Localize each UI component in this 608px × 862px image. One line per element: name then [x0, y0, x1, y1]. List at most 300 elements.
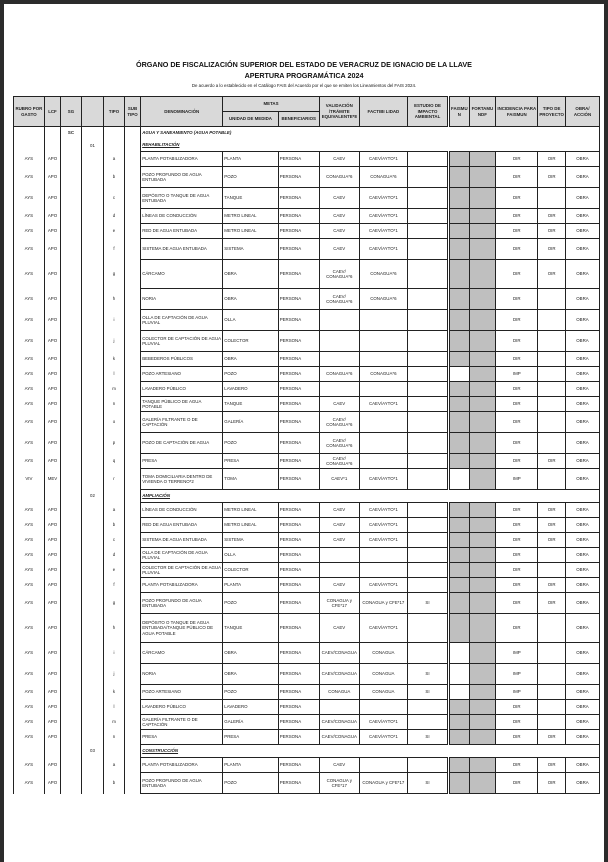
cell-fortamun — [469, 310, 496, 331]
cell-beneficiarios: PERSONA — [278, 643, 319, 664]
cell-unidad: METRO LINEAL — [223, 224, 278, 239]
cell-validacion — [319, 563, 359, 578]
cell-fortamun — [469, 289, 496, 310]
cell-blank — [124, 454, 140, 469]
cell-unidad: PLANTA — [223, 758, 278, 773]
cell-faismun — [449, 289, 470, 310]
cell-obra: OBRA — [565, 310, 599, 331]
cell-validacion: CAEV — [319, 397, 359, 412]
cell-factibilidad — [359, 310, 407, 331]
cell-denominacion: CÁRCAMO — [141, 643, 223, 664]
cell-faismun — [449, 209, 470, 224]
header-subtipo: SUB TIPO — [124, 97, 140, 127]
cell-validacion: CAEV*1 — [319, 469, 359, 490]
cell-unidad: PLANTA — [223, 578, 278, 593]
cell-estudio — [407, 352, 448, 367]
cell-validacion: CONAGUA y CFE*17 — [319, 593, 359, 614]
cell-denominacion: GALERÍA FILTRANTE O DE CAPTACIÓN — [141, 412, 223, 433]
cell-rubro: AYS — [14, 685, 45, 700]
cell-factibilidad — [359, 548, 407, 563]
cell-validacion — [319, 331, 359, 352]
cell-blank — [124, 490, 140, 503]
cell-denominacion: NORIA — [141, 289, 223, 310]
cell-beneficiarios: PERSONA — [278, 715, 319, 730]
cell-rubro: AYS — [14, 563, 45, 578]
table-row — [14, 730, 600, 745]
cell-subtipo: a — [104, 758, 125, 773]
cell-estudio — [407, 331, 448, 352]
cell-rubro: AYS — [14, 239, 45, 260]
cell-rubro: AYS — [14, 331, 45, 352]
header-sg: SG — [61, 97, 82, 127]
cell-beneficiarios: PERSONA — [278, 563, 319, 578]
cell-blank — [124, 578, 140, 593]
cell-subtipo: l — [104, 367, 125, 382]
cell-blank — [14, 139, 45, 152]
header-rubro: RUBRO POR GASTO — [14, 97, 45, 127]
cell-denominacion: RED DE AGUA ENTUBADA — [141, 518, 223, 533]
cell-denominacion: COLECTOR DE CAPTACIÓN DE AGUA PLUVIAL — [141, 331, 223, 352]
header-incidencia: INCIDENCIA PARA FAISMUN — [496, 97, 538, 127]
cell-blank — [124, 730, 140, 745]
cell-sg — [61, 433, 82, 454]
cell-factibilidad: CAEV/AYTO*1 — [359, 188, 407, 209]
cell-sg — [61, 454, 82, 469]
cell-sg — [61, 310, 82, 331]
cell-incidencia: DIR — [496, 578, 538, 593]
cell-beneficiarios: PERSONA — [278, 578, 319, 593]
cell-incidencia: DIR — [496, 352, 538, 367]
cell-obra: OBRA — [565, 730, 599, 745]
cell-beneficiarios: PERSONA — [278, 167, 319, 188]
cell-blank — [61, 139, 82, 152]
cell-denominacion: PLANTA POTABILIZADORA — [141, 578, 223, 593]
cell-sg — [61, 643, 82, 664]
cell-obra: OBRA — [565, 548, 599, 563]
cell-obra: OBRA — [565, 614, 599, 643]
group-title: CONSTRUCCIÓN — [141, 745, 600, 758]
cell-fortamun — [469, 664, 496, 685]
cell-beneficiarios: PERSONA — [278, 469, 319, 490]
cell-code — [81, 643, 104, 664]
cell-blank — [124, 367, 140, 382]
cell-sg — [61, 469, 82, 490]
cell-blank — [124, 433, 140, 454]
cell-sg — [61, 352, 82, 367]
cell-blank — [124, 685, 140, 700]
cell-denominacion: BEBEDEROS PÚBLICOS — [141, 352, 223, 367]
cell-faismun — [449, 563, 470, 578]
header-validacion: VALIDACIÓN /TRÁMITE EQUIVALENTE*8 — [319, 97, 359, 127]
cell-estudio — [407, 700, 448, 715]
cell-tipo-proyecto: OIR — [538, 224, 566, 239]
cell-unidad: POZO — [223, 433, 278, 454]
group-title: REHABILITACIÓN — [141, 139, 600, 152]
cell-validacion: CAEV/CONAGUA — [319, 643, 359, 664]
cell-denominacion: DEPÓSITO O TANQUE DE AGUA ENTUBADA — [141, 188, 223, 209]
cell-blank — [44, 139, 60, 152]
cell-rubro: AYS — [14, 664, 45, 685]
cell-lcf: MEV — [44, 469, 60, 490]
cell-beneficiarios: PERSONA — [278, 664, 319, 685]
cell-beneficiarios: PERSONA — [278, 503, 319, 518]
group-code: 01 — [81, 139, 104, 152]
cell-code — [81, 593, 104, 614]
cell-validacion: CAEV/CONAGUA — [319, 730, 359, 745]
cell-tipo-proyecto — [538, 715, 566, 730]
cell-lcf: APO — [44, 715, 60, 730]
cell-rubro: AYS — [14, 310, 45, 331]
table-row — [14, 289, 600, 310]
header-beneficiarios: BENEFICIARIOS — [278, 112, 319, 127]
cell-obra: OBRA — [565, 433, 599, 454]
cell-faismun — [449, 548, 470, 563]
cell-tipo-proyecto — [538, 382, 566, 397]
cell-blank — [104, 127, 125, 140]
cell-unidad: LAVADERO — [223, 382, 278, 397]
cell-estudio — [407, 382, 448, 397]
cell-estudio — [407, 758, 448, 773]
cell-incidencia: DIR — [496, 152, 538, 167]
cell-incidencia: DIR — [496, 715, 538, 730]
cell-rubro: AYS — [14, 260, 45, 289]
cell-validacion: CAEV/ CONAGUA*6 — [319, 433, 359, 454]
table-row — [14, 563, 600, 578]
cell-denominacion: LAVADERO PÚBLICO — [141, 700, 223, 715]
cell-code — [81, 239, 104, 260]
cell-unidad: PRESA — [223, 730, 278, 745]
cell-code — [81, 518, 104, 533]
cell-factibilidad: CAEV/AYTO*1 — [359, 239, 407, 260]
cell-faismun — [449, 518, 470, 533]
cell-incidencia: DIR — [496, 563, 538, 578]
cell-incidencia: IMP — [496, 643, 538, 664]
cell-tipo-proyecto: OIR — [538, 593, 566, 614]
cell-blank — [124, 397, 140, 412]
cell-lcf: APO — [44, 578, 60, 593]
cell-incidencia: DIR — [496, 548, 538, 563]
header-blank — [81, 97, 104, 127]
cell-blank — [124, 209, 140, 224]
cell-beneficiarios: PERSONA — [278, 614, 319, 643]
cell-estudio: SI — [407, 593, 448, 614]
cell-rubro: AYS — [14, 643, 45, 664]
cell-sg — [61, 773, 82, 794]
cell-estudio — [407, 563, 448, 578]
cell-fortamun — [469, 758, 496, 773]
cell-denominacion: OLLA DE CAPTACIÓN DE AGUA PLUVIAL — [141, 310, 223, 331]
cell-obra: OBRA — [565, 503, 599, 518]
cell-obra: OBRA — [565, 352, 599, 367]
cell-validacion — [319, 310, 359, 331]
cell-unidad: METRO LINEAL — [223, 209, 278, 224]
cell-denominacion: PRESA — [141, 454, 223, 469]
cell-sg — [61, 289, 82, 310]
cell-factibilidad: CAEV/AYTO*1 — [359, 397, 407, 412]
cell-incidencia: DIR — [496, 224, 538, 239]
header-obra-accion: OBRA/ ACCIÓN — [565, 97, 599, 127]
cell-subtipo: g — [104, 593, 125, 614]
cell-incidencia: IMP — [496, 469, 538, 490]
cell-faismun — [449, 715, 470, 730]
table-row — [14, 412, 600, 433]
cell-rubro: VIV — [14, 469, 45, 490]
cell-tipo-proyecto: OIR — [538, 518, 566, 533]
cell-blank — [124, 773, 140, 794]
cell-rubro: AYS — [14, 412, 45, 433]
cell-incidencia: DIR — [496, 260, 538, 289]
cell-sg — [61, 548, 82, 563]
cell-denominacion: PLANTA POTABILIZADORA — [141, 152, 223, 167]
cell-unidad: TANQUE — [223, 188, 278, 209]
cell-lcf: APO — [44, 310, 60, 331]
cell-tipo-proyecto — [538, 700, 566, 715]
cell-incidencia: DIR — [496, 382, 538, 397]
section-sg-code: SC — [61, 127, 82, 140]
cell-tipo-proyecto: OIR — [538, 773, 566, 794]
cell-beneficiarios: PERSONA — [278, 367, 319, 382]
table-row — [14, 715, 600, 730]
cell-code — [81, 433, 104, 454]
cell-validacion: CAEV — [319, 758, 359, 773]
header-estudio: ESTUDIO DE IMPACTO AMBIENTAL — [407, 97, 448, 127]
cell-rubro: AYS — [14, 188, 45, 209]
cell-factibilidad: CAEV/AYTO*1 — [359, 503, 407, 518]
group-code: 02 — [81, 490, 104, 503]
cell-sg — [61, 503, 82, 518]
cell-sg — [61, 152, 82, 167]
cell-rubro: AYS — [14, 715, 45, 730]
cell-code — [81, 310, 104, 331]
cell-code — [81, 209, 104, 224]
cell-obra: OBRA — [565, 260, 599, 289]
cell-obra: OBRA — [565, 700, 599, 715]
group-title-row — [14, 745, 600, 758]
section-title-row — [14, 127, 600, 140]
cell-fortamun — [469, 773, 496, 794]
cell-obra: OBRA — [565, 643, 599, 664]
cell-estudio — [407, 548, 448, 563]
cell-fortamun — [469, 548, 496, 563]
cell-factibilidad — [359, 382, 407, 397]
cell-rubro: AYS — [14, 730, 45, 745]
table-row — [14, 239, 600, 260]
cell-blank — [124, 239, 140, 260]
cell-incidencia: DIR — [496, 188, 538, 209]
cell-tipo-proyecto — [538, 433, 566, 454]
cell-lcf: APO — [44, 563, 60, 578]
cell-obra: OBRA — [565, 367, 599, 382]
cell-blank — [61, 745, 82, 758]
cell-blank — [124, 167, 140, 188]
cell-validacion: CAEV/ CONAGUA*6 — [319, 454, 359, 469]
cell-rubro: AYS — [14, 209, 45, 224]
cell-unidad: TANQUE — [223, 614, 278, 643]
cell-faismun — [449, 593, 470, 614]
cell-fortamun — [469, 643, 496, 664]
cell-fortamun — [469, 700, 496, 715]
cell-denominacion: NORIA — [141, 664, 223, 685]
cell-fortamun — [469, 239, 496, 260]
cell-factibilidad: CONAGUA — [359, 685, 407, 700]
cell-subtipo: e — [104, 224, 125, 239]
cell-unidad: PRESA — [223, 454, 278, 469]
cell-blank — [124, 289, 140, 310]
cell-rubro: AYS — [14, 397, 45, 412]
cell-lcf: APO — [44, 331, 60, 352]
cell-obra: OBRA — [565, 715, 599, 730]
cell-incidencia: DIR — [496, 310, 538, 331]
cell-sg — [61, 563, 82, 578]
cell-rubro: AYS — [14, 289, 45, 310]
cell-code — [81, 533, 104, 548]
cell-incidencia: DIR — [496, 289, 538, 310]
cell-fortamun — [469, 167, 496, 188]
cell-faismun — [449, 643, 470, 664]
cell-faismun — [449, 730, 470, 745]
cell-validacion: CAEV — [319, 209, 359, 224]
cell-faismun — [449, 152, 470, 167]
header-lcf: LCF — [44, 97, 60, 127]
cell-subtipo: c — [104, 533, 125, 548]
cell-code — [81, 367, 104, 382]
cell-unidad: OBRA — [223, 289, 278, 310]
cell-subtipo: n — [104, 397, 125, 412]
cell-subtipo: d — [104, 548, 125, 563]
cell-subtipo: j — [104, 664, 125, 685]
group-title-row — [14, 139, 600, 152]
cell-fortamun — [469, 503, 496, 518]
cell-validacion: CONAGUA*6 — [319, 367, 359, 382]
cell-beneficiarios: PERSONA — [278, 289, 319, 310]
cell-estudio — [407, 289, 448, 310]
cell-incidencia: DIR — [496, 454, 538, 469]
cell-incidencia: DIR — [496, 209, 538, 224]
cell-subtipo: g — [104, 260, 125, 289]
cell-subtipo: c — [104, 188, 125, 209]
cell-fortamun — [469, 578, 496, 593]
cell-subtipo: f — [104, 578, 125, 593]
cell-beneficiarios: PERSONA — [278, 518, 319, 533]
cell-estudio — [407, 533, 448, 548]
cell-estudio — [407, 209, 448, 224]
cell-faismun — [449, 352, 470, 367]
cell-factibilidad: CONAGUA — [359, 643, 407, 664]
cell-faismun — [449, 188, 470, 209]
cell-factibilidad — [359, 700, 407, 715]
cell-obra: OBRA — [565, 563, 599, 578]
cell-subtipo: p — [104, 433, 125, 454]
table-row — [14, 685, 600, 700]
cell-validacion: CONAGUA*6 — [319, 167, 359, 188]
cell-code — [81, 397, 104, 412]
cell-subtipo: e — [104, 563, 125, 578]
cell-lcf: APO — [44, 260, 60, 289]
document-page — [4, 4, 604, 862]
cell-fortamun — [469, 188, 496, 209]
cell-factibilidad: CAEV/AYTO*1 — [359, 518, 407, 533]
cell-fortamun — [469, 209, 496, 224]
table-row — [14, 310, 600, 331]
cell-subtipo: a — [104, 152, 125, 167]
cell-incidencia: IMP — [496, 367, 538, 382]
cell-blank — [124, 139, 140, 152]
cell-denominacion: POZO PROFUNDO DE AGUA ENTUBADA — [141, 773, 223, 794]
cell-tipo-proyecto: OIR — [538, 260, 566, 289]
cell-rubro: AYS — [14, 352, 45, 367]
cell-code — [81, 614, 104, 643]
cell-obra: OBRA — [565, 239, 599, 260]
cell-blank — [124, 331, 140, 352]
cell-tipo-proyecto: OIR — [538, 503, 566, 518]
cell-factibilidad: CAEV/AYTO*1 — [359, 533, 407, 548]
cell-unidad: METRO LINEAL — [223, 503, 278, 518]
cell-code — [81, 773, 104, 794]
table-row — [14, 773, 600, 794]
cell-rubro: AYS — [14, 152, 45, 167]
cell-factibilidad: CAEV/AYTO*1 — [359, 224, 407, 239]
cell-factibilidad — [359, 758, 407, 773]
table-row — [14, 518, 600, 533]
cell-sg — [61, 518, 82, 533]
cell-blank — [124, 188, 140, 209]
cell-denominacion: LÍNEAS DE CONDUCCIÓN — [141, 209, 223, 224]
cell-validacion: CAEV — [319, 503, 359, 518]
cell-subtipo: q — [104, 454, 125, 469]
cell-tipo-proyecto — [538, 289, 566, 310]
cell-blank — [124, 260, 140, 289]
cell-blank — [124, 382, 140, 397]
cell-validacion: CAEV — [319, 239, 359, 260]
cell-estudio — [407, 715, 448, 730]
cell-tipo-proyecto — [538, 548, 566, 563]
cell-fortamun — [469, 614, 496, 643]
cell-incidencia: IMP — [496, 685, 538, 700]
cell-estudio — [407, 643, 448, 664]
cell-fortamun — [469, 469, 496, 490]
cell-denominacion: POZO PROFUNDO DE AGUA ENTUBADA — [141, 167, 223, 188]
cell-blank — [124, 643, 140, 664]
cell-sg — [61, 209, 82, 224]
table-row — [14, 643, 600, 664]
cell-code — [81, 412, 104, 433]
cell-fortamun — [469, 367, 496, 382]
header-factibilidad: FACTIBI LIDAD — [359, 97, 407, 127]
cell-estudio — [407, 454, 448, 469]
cell-incidencia: DIR — [496, 758, 538, 773]
cell-lcf: APO — [44, 664, 60, 685]
cell-code — [81, 503, 104, 518]
cell-blank — [124, 664, 140, 685]
cell-unidad: PLANTA — [223, 152, 278, 167]
cell-code — [81, 664, 104, 685]
cell-factibilidad — [359, 412, 407, 433]
cell-incidencia: DIR — [496, 518, 538, 533]
cell-incidencia: DIR — [496, 614, 538, 643]
cell-tipo-proyecto: OIR — [538, 533, 566, 548]
cell-lcf: APO — [44, 454, 60, 469]
cell-sg — [61, 412, 82, 433]
cell-factibilidad: CONAGUA*6 — [359, 260, 407, 289]
cell-sg — [61, 224, 82, 239]
document-subtitle-year: APERTURA PROGRAMÁTICA 2024 — [244, 71, 364, 80]
cell-blank — [124, 745, 140, 758]
header-faismun: FAISMU N — [449, 97, 470, 127]
cell-blank — [124, 224, 140, 239]
cell-obra: OBRA — [565, 469, 599, 490]
cell-denominacion: RED DE AGUA ENTUBADA — [141, 224, 223, 239]
cell-subtipo: i — [104, 310, 125, 331]
